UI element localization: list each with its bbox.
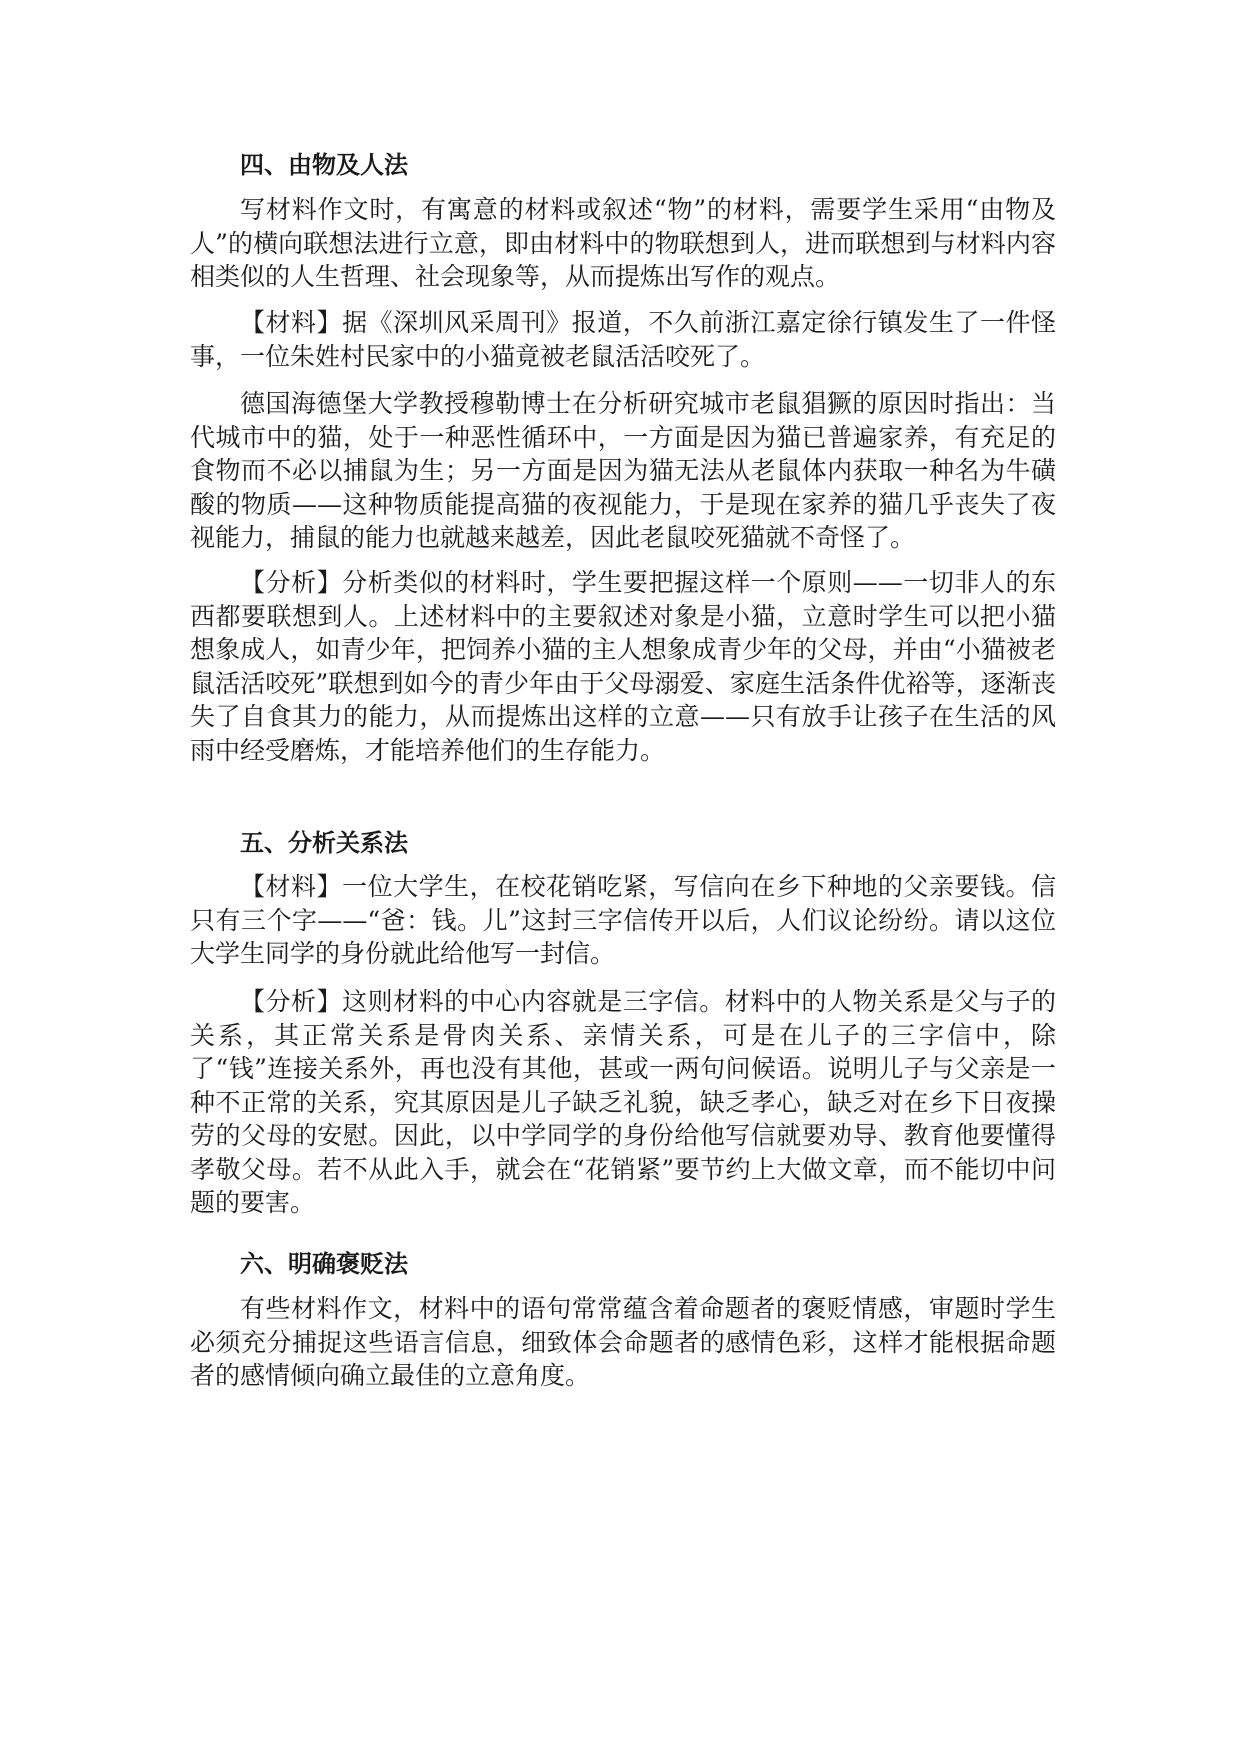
paragraph-analysis-5: 【分析】这则材料的中心内容就是三字信。材料中的人物关系是父与子的关系，其正常关系是骨肉关系、亲情关系，可是在儿子的三字信中，除了“钱”连接关系外，再也没有其他，甚或一两句问候语。说明儿子与父亲是一种不正常的关系，究其原因是儿子缺乏礼貌，缺乏孝心，缺乏对在乡下日夜操劳的父母的安慰。因此，以中学同学的身份给他写信就要劝导、教育他要懂得孝敬父母。若不从此入手，就会在“花销紧”要节约上大做文章，而不能切中问题的要害。	[190, 987, 1056, 1217]
paragraph-intro-6: 有些材料作文，材料中的语句常常蕴含着命题者的褒贬情感，审题时学生必须充分捕捉这些语言信息，细致体会命题者的感情色彩，这样才能根据命题者的感情倾向确立最佳的立意角度。	[190, 1294, 1056, 1390]
section-heading-4: 四、由物及人法	[240, 151, 408, 179]
paragraph-explanation-4: 德国海德堡大学教授穆勒博士在分析研究城市老鼠猖獗的原因时指出：当代城市中的猫，处于一种恶性循环中，一方面是因为猫已普遍家养，有充足的食物而不必以捕鼠为生；另一方面是因为猫无法从老鼠体内获取一种名为牛磺酸的物质——这种物质能提高猫的夜视能力，于是现在家养的猫几乎丧失了夜视能力，捕鼠的能力也就越来越差，因此老鼠咬死猫就不奇怪了。	[190, 389, 1056, 552]
section-heading-5: 五、分析关系法	[240, 829, 408, 857]
section-heading-6: 六、明确褒贬法	[240, 1250, 408, 1278]
paragraph-analysis-4: 【分析】分析类似的材料时，学生要把握这样一个原则——一切非人的东西都要联想到人。上述材料中的主要叙述对象是小猫，立意时学生可以把小猫想象成人，如青少年，把饲养小猫的主人想象成青少年的父母，并由“小猫被老鼠活活咬死”联想到如今的青少年由于父母溺爱、家庭生活条件优裕等，逐渐丧失了自食其力的能力，从而提炼出这样的立意——只有放手让孩子在生活的风雨中经受磨炼，才能培养他们的生存能力。	[190, 568, 1056, 765]
paragraph-material-5: 【材料】一位大学生，在校花销吃紧，写信向在乡下种地的父亲要钱。信只有三个字——“爸：钱。儿”这封三字信传开以后，人们议论纷纷。请以这位大学生同学的身份就此给他写一封信。	[190, 872, 1056, 968]
paragraph-material-4: 【材料】据《深圳风采周刊》报道，不久前浙江嘉定徐行镇发生了一件怪事，一位朱姓村民家中的小猫竟被老鼠活活咬死了。	[190, 308, 1056, 371]
paragraph-intro-4: 写材料作文时，有寓意的材料或叙述“物”的材料，需要学生采用“由物及人”的横向联想法进行立意，即由材料中的物联想到人，进而联想到与材料内容相类似的人生哲理、社会现象等，从而提炼出写作的观点。	[190, 195, 1056, 291]
